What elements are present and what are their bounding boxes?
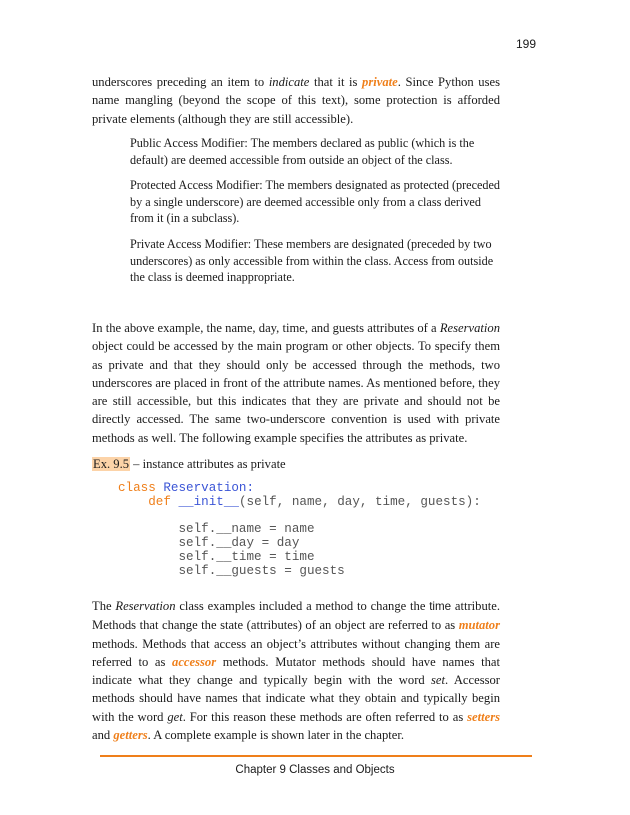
middle-paragraph [92,319,500,447]
intro-text: that it is [309,75,363,89]
middle-text: object could be accessed by the main program or other objects. To specify them as private and that they should only be accessed through the methods, two underscores are placed in front of the attribute names. As mentioned before, they are still accessible, but this indicates that they are private and should not be directly accessed. The same two-underscore convention is used with private methods as well. The following example specifies the attributes as private. [92,339,500,445]
code-line-body [118,537,481,551]
private-term: private [362,75,398,89]
public-modifier-definition: Public Access Modifier: The members declared as public (which is the default) are deemed accessible from outside an object of the class. [130,136,475,167]
code-line-def [118,496,481,510]
getters-term: getters [113,728,148,743]
closing-text: class examples included a method to change the [175,599,430,613]
reservation-term: Reservation [439,321,500,335]
indicate-term: indicate [268,75,310,89]
code-keyword-def: def [148,494,171,509]
intro-text: underscores preceding an item to [92,75,269,89]
code-line-body [118,523,481,537]
setters-term: setters [467,709,500,724]
footer-rule [100,755,532,757]
code-init-name: __init__ [170,494,239,509]
mutator-term: mutator [458,618,500,633]
code-block [118,482,481,578]
intro-text: . Since Python uses name mangling (beyond the scope of this text), some protection is afforded private elements (although they are still accessible). [92,75,500,126]
closing-text: The [92,599,116,613]
set-term: set [431,673,446,688]
closing-text: methods. Mutator methods should have names that indicate what they change and typically begin with the word [92,654,501,688]
code-statement: self.__time = time [178,549,315,564]
code-statement: self.__name = name [178,521,315,536]
access-modifier-list [130,135,502,295]
closing-text: and [92,728,114,743]
footer-chapter-title: Chapter 9 Classes and Objects [235,764,395,776]
code-init-args: (self, name, day, time, guests): [238,494,481,509]
code-statement: self.__guests = guests [178,563,345,578]
middle-text: In the above example, the name, day, time, and guests attributes of a [92,321,440,335]
get-term: get [167,709,183,724]
reservation-term: Reservation [115,599,176,613]
private-modifier-definition: Private Access Modifier: These members are designated (preceded by two underscores) as only accessible from within the class. Access from outside the class is deemed inappropriate. [130,236,494,285]
closing-text: methods. Methods that access an object’s attributes without changing them are referred to as [92,636,500,669]
closing-text: attribute. Methods that change the state (attributes) of an object are referred to as [92,599,501,633]
code-keyword-class: class [118,481,156,495]
code-line-body [118,551,481,565]
accessor-term: accessor [172,654,217,669]
example-id: Ex. 9.5 [93,457,130,471]
code-class-name: Reservation: [155,481,255,495]
page-number: 199 [516,37,537,51]
example-label [92,455,286,473]
code-statement: self.__day = day [178,535,300,550]
closing-text: . For this reason these methods are often referred to as [182,709,468,724]
closing-paragraph [92,597,500,744]
protected-modifier-definition: Protected Access Modifier: The members designated as protected (preceded by a single underscore) are deemed accessible only from a class derived from it (in a subclass). [130,178,500,226]
code-line-class [118,482,481,496]
closing-text: . A complete example is shown later in the chapter. [147,728,404,743]
time-term: time [429,600,452,613]
example-caption: – instance attributes as private [130,457,286,471]
intro-paragraph [92,73,500,128]
closing-text: . Accessor methods should have names that indicate what they obtain and typically begin with the word [92,673,500,724]
code-line-body [118,565,481,579]
